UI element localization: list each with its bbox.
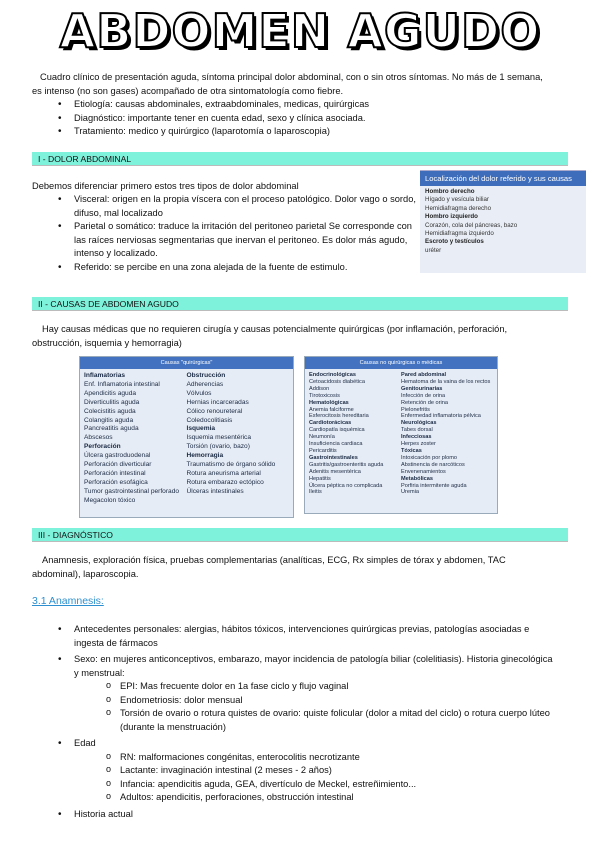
intro-bullet: • Tratamiento: medico y quirúrgico (laparotomía o laparoscopia) [32,125,552,139]
referred-pain-row: Hombro izquierdo [425,213,478,221]
surgical-cause-item: Pancreatitis aguda [84,425,139,433]
medical-cause-item: Hepatitis [309,475,331,482]
surgical-cause-item: Isquemia [186,425,216,433]
surgical-cause-item: Diverticulitis aguda [84,398,140,406]
intro-block [32,70,552,139]
anamnesis-subitem: o Adultos: apendicitis, perforaciones, obstrucción intestinal [32,791,557,805]
intro-paragraph: Cuadro clínico de presentación aguda, síntoma principal dolor abdominal, con o sin otros síntomas. No más de 1 semana, es intenso (no son gases) acompañado de otra sintomatología como fiebre. [32,72,543,96]
medical-cause-item: Herpes zoster [401,441,436,448]
surgical-cause-item: Perforación esofágica [84,478,148,486]
surgical-cause-item: Rotura embarazo ectópico [186,478,264,486]
surgical-cause-item: Hemorragia [186,452,224,460]
surgical-cause-item: Coledocolitiasis [186,416,233,424]
section-heading-dolor: I - DOLOR ABDOMINAL [32,152,568,166]
medical-cause-item: Genitourinarias [401,385,443,392]
surgical-cause-item: Inflamatorias [84,372,126,379]
section-heading-diagnostico: III - DIAGNÓSTICO [32,528,568,542]
section-dolor-lead: Debemos diferenciar primero estos tres tipos de dolor abdominal [32,181,299,191]
medical-cause-item: Uremia [401,489,420,496]
medical-cause-item: Insuficiencia cardiaca [309,441,363,448]
medical-cause-item: Adenitis mesentérica [309,468,361,475]
medical-cause-item: Anemia falciforme [309,406,354,413]
section-dolor-body [32,179,417,274]
medical-cause-item: Cardiopatía isquémica [309,427,365,434]
section-heading-causas: II - CAUSAS DE ABDOMEN AGUDO [32,297,568,311]
medical-cause-item: Gastritis/gastroenteritis aguda [309,461,384,468]
surgical-cause-item: Úlcera gastroduodenal [84,452,151,460]
pain-type-item: • Visceral: origen en la propia víscera con el proceso patológico. Dolor vago o sordo, difuso, mal localizado [32,193,417,220]
referred-pain-row: uréter [425,246,442,254]
referred-pain-table [420,170,586,273]
anamnesis-subitem: o RN: malformaciones congénitas, enterocolitis necrotizante [32,751,557,765]
medical-cause-item: Cetoacidosis diabética [309,378,365,385]
medical-cause-item: Pericarditis [309,447,337,454]
surgical-cause-item: Rotura aneurisma arterial [186,469,261,477]
referred-pain-row: Hombro derecho [425,188,475,195]
surgical-cause-item: Obstrucción [186,372,226,379]
medical-cause-item: Metabólicas [401,475,434,482]
surgical-cause-item: Adherencias [186,380,224,388]
medical-cause-item: Intoxicación por plomo [401,454,457,461]
anamnesis-subitem: o Lactante: invaginación intestinal (2 meses - 2 años) [32,764,557,778]
surgical-cause-item: Megacolon tóxico [84,496,136,504]
referred-pain-row: Hígado y vesícula biliar [425,196,489,204]
medical-cause-item: Gastrointestinales [309,454,358,461]
anamnesis-item: • Antecedentes personales: alergias, hábitos tóxicos, intervenciones quirúrgicas previas, patologías asociadas e ingesta de fármacos [32,623,557,650]
anamnesis-subitem: o Infancia: apendicitis aguda, GEA, divertículo de Meckel, estreñimiento... [32,778,557,792]
referred-pain-row: Hemidiafragma derecho [425,204,492,212]
surgical-cause-item: Torsión (ovario, bazo) [186,443,250,451]
medical-cause-item: Tirotoxicosis [309,392,340,399]
medical-cause-item: Hematológicas [309,399,349,406]
pain-type-item: • Referido: se percibe en una zona alejada de la fuente de estimulo. [32,261,417,275]
anamnesis-subitem: o Torsión de ovario o rotura quistes de ovario: quiste folicular (dolor a mitad del ciclo) o rotura cuerpo lúteo (durante la menstruación) [32,707,557,734]
anamnesis-list [32,620,557,821]
referred-pain-row: Corazón, cola del páncreas, bazo [425,221,518,229]
surgical-cause-item: Perforación diverticular [84,461,152,469]
surgical-causes-right-column [187,372,290,506]
medical-cause-item: Retención de orina [401,399,448,406]
anamnesis-item: • Historia actual [32,808,557,822]
medical-cause-item: Enfermedad inflamatoria pélvica [401,413,481,420]
medical-causes-left-column [309,372,401,496]
referred-pain-row: Escroto y testículos [425,238,484,246]
anamnesis-subitem: o EPI: Mas frecuente dolor en 1a fase ciclo y flujo vaginal [32,680,557,694]
referred-pain-row: Hemidiafragma izquierdo [425,230,494,238]
medical-cause-item: Addison [309,385,330,392]
surgical-cause-item: Cólico renoureteral [186,407,243,415]
section-causas-lead: Hay causas médicas que no requieren cirugía y causas potencialmente quirúrgicas (por inflamación, perforación, obstrucción, isquemia y hemorragia) [32,324,508,348]
intro-bullet: • Diagnóstico: importante tener en cuenta edad, sexo y clínica asociada. [32,112,552,126]
surgical-cause-item: Perforación intestinal [84,469,146,477]
anamnesis-item: • Sexo: en mujeres anticonceptivos, embarazo, mayor incidencia de patología biliar (colelitiasis). Historia ginecológica y menstrual: [32,653,557,680]
medical-cause-item: Abstinencia de narcóticos [401,461,465,468]
medical-causes-table [304,356,498,514]
surgical-cause-item: Úlceras intestinales [186,487,244,495]
surgical-cause-item: Hernias incarceradas [186,398,249,406]
referred-pain-rows [420,188,586,255]
medical-cause-item: Tabes dorsal [401,427,433,434]
medical-cause-item: Neumonía [309,434,335,441]
medical-cause-item: Esferocitosis hereditaria [309,413,369,420]
medical-cause-item: Pielonefritis [401,406,430,413]
page-title: ABDOMEN AGUDO [59,4,541,58]
medical-causes-right-column [401,372,493,496]
medical-cause-item: Porfiria intermitente aguda [401,482,467,489]
medical-cause-item: Cardiotorácicas [309,420,352,427]
anamnesis-item: • Edad [32,737,557,751]
medical-cause-item: Ileitis [309,489,322,496]
medical-cause-item: Neurológicas [401,420,437,427]
medical-cause-item: Infección de orina [401,392,446,399]
pain-type-list [32,193,417,274]
surgical-causes-table [79,356,294,518]
section-diagnostico-lead: Anamnesis, exploración física, pruebas complementarias (analíticas, ECG, Rx simples de tórax y abdomen, TAC abdominal), laparoscopia. [32,555,506,579]
medical-cause-item: Envenenamientos [401,468,446,475]
medical-causes-caption: Causas no quirúrgicas o médicas [305,357,497,369]
medical-cause-item: Tóxicas [401,447,422,454]
anamnesis-subitem: o Endometriosis: dolor mensual [32,694,557,708]
medical-cause-item: Infecciosas [401,434,432,441]
intro-bullet: • Etiología: causas abdominales, extraabdominales, medicas, quirúrgicas [32,98,552,112]
pain-type-item: • Parietal o somático: traduce la irritación del peritoneo parietal Se corresponde con las raíces nerviosas segmentarias que inervan el peritoneo. Es dolor más agudo, intenso y localizado. [32,220,417,261]
intro-bullet-list [32,98,552,139]
subsection-anamnesis: 3.1 Anamnesis: [32,595,104,607]
surgical-cause-item: Colecistitis aguda [84,407,136,415]
surgical-cause-item: Perforación [84,443,121,451]
medical-cause-item: Hematoma de la vaina de los rectos [401,378,491,385]
surgical-cause-item: Isquemia mesentérica [186,434,252,442]
referred-pain-table-header: Localización del dolor referido y sus causas [420,171,586,186]
surgical-causes-caption: Causas "quirúrgicas" [80,357,293,369]
surgical-cause-item: Colangitis aguda [84,416,134,424]
medical-cause-item: Pared abdominal [401,372,447,378]
surgical-cause-item: Tumor gastrointestinal perforado [84,487,180,495]
medical-cause-item: Endocrinológicas [309,372,356,378]
surgical-cause-item: Apendicitis aguda [84,389,137,397]
surgical-cause-item: Traumatismo de órgano sólido [186,461,276,469]
medical-cause-item: Úlcera péptica no complicada [309,482,383,489]
surgical-cause-item: Enf. Inflamatoria intestinal [84,380,160,388]
surgical-cause-item: Vólvulos [186,389,212,397]
surgical-cause-item: Abscesos [84,434,113,442]
surgical-causes-left-column [84,372,187,506]
